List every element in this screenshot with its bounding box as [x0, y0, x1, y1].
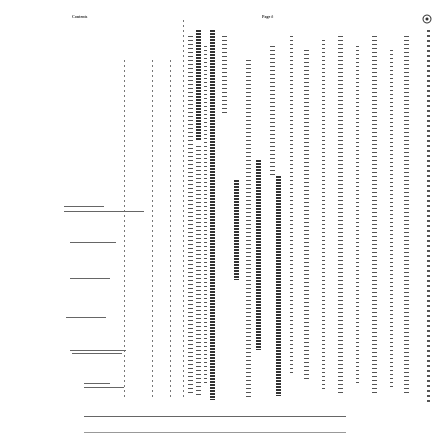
number-column	[338, 36, 343, 396]
number-column	[210, 30, 215, 400]
footnote-line	[84, 432, 346, 433]
number-column	[234, 180, 239, 280]
number-column	[372, 36, 377, 396]
guide-line	[183, 20, 184, 400]
chapter-entry	[84, 383, 110, 384]
number-column	[304, 50, 309, 380]
chapter-entry	[70, 278, 110, 279]
chapter-entry	[72, 353, 122, 354]
chapter-entry	[66, 317, 106, 318]
number-column	[322, 40, 325, 390]
number-column	[356, 46, 359, 386]
number-column	[390, 50, 393, 390]
publisher-logo-icon	[422, 14, 432, 24]
chapter-entry	[70, 350, 126, 351]
page-ruler	[420, 14, 436, 404]
number-column	[188, 36, 193, 396]
number-column	[246, 60, 251, 400]
number-column	[270, 46, 275, 176]
number-column	[256, 160, 261, 350]
guide-line	[124, 60, 125, 400]
number-column	[196, 146, 201, 396]
number-column	[222, 36, 227, 116]
footnote-line	[84, 416, 346, 417]
contents-heading: Contents	[72, 14, 88, 19]
chapter-entry	[70, 242, 116, 243]
chapter-entry	[64, 206, 104, 207]
guide-line	[152, 60, 153, 400]
chapter-entry	[84, 387, 124, 388]
ruler-ticks	[427, 30, 430, 402]
number-column	[290, 36, 293, 376]
number-column	[276, 176, 281, 396]
chapter-entry	[64, 211, 144, 212]
guide-line	[170, 60, 171, 400]
number-column	[404, 36, 409, 396]
page-column-heading: Page #	[262, 14, 274, 19]
number-column	[196, 30, 201, 140]
number-column	[204, 46, 207, 386]
